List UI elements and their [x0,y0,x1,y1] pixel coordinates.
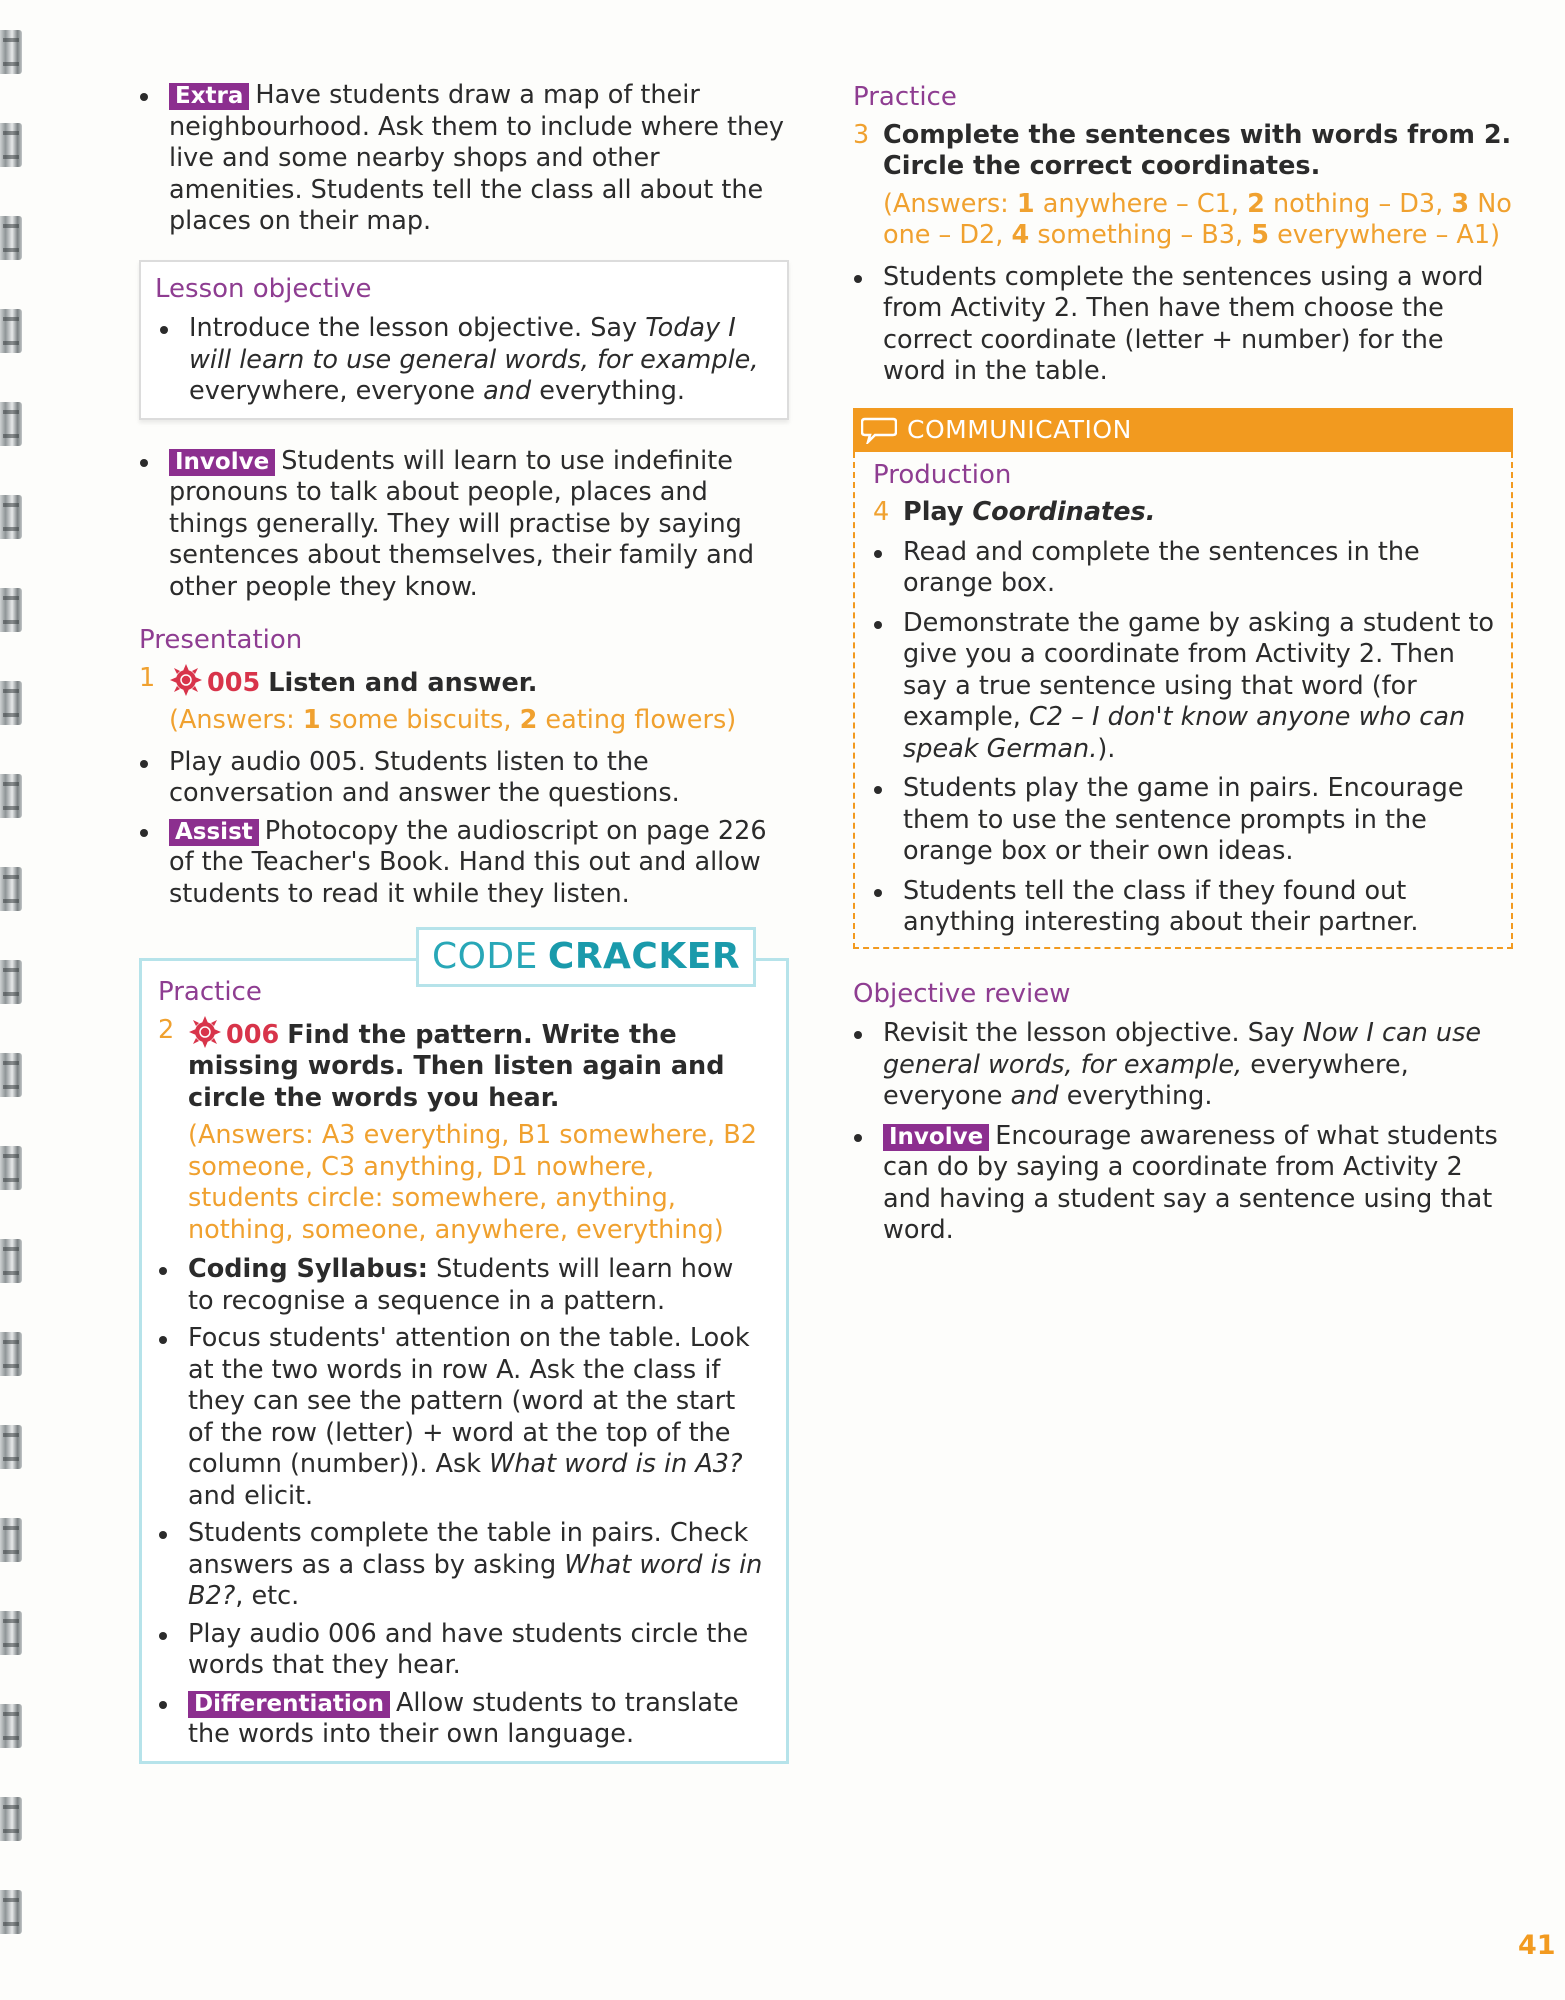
review-bullet-1 [853,1018,1513,1113]
comm-bullet-3-text: Students play the game in pairs. Encourage them to use the sentence prompts in the orange box or their own ideas. [903,773,1464,866]
audio-icon [188,1015,222,1049]
presentation-bullet-1 [139,747,789,810]
spiral-binding [0,0,26,2000]
binding-ring [0,30,22,74]
task-2-number: 2 [158,1014,175,1045]
answer-text: anywhere – C1, [1034,188,1248,219]
binding-ring [0,1797,22,1841]
binding-ring [0,309,22,353]
answer-1-number: 1 [302,705,321,735]
task-3-answers [853,189,1513,252]
binding-ring [0,1704,22,1748]
binding-ring [0,402,22,446]
answers-open: (Answers: [169,705,303,735]
answer-text: something – B3, [1029,220,1252,250]
involve-tag: Involve [169,449,275,476]
lesson-objective-bullet [159,313,773,408]
task-4 [873,497,1497,529]
review-bullet-1-and: and [1010,1081,1059,1111]
right-column [853,82,1513,1247]
communication-title: COMMUNICATION [907,414,1132,444]
code-bullet-4-text: Play audio 006 and have students circle the words that they hear. [188,1618,749,1680]
banner-cracker: CRACKER [547,936,741,978]
extra-bullet [139,80,789,238]
task-4-text: Play [903,497,973,527]
task-2 [158,1015,764,1115]
extra-tag: Extra [169,83,249,110]
task-4-number: 4 [873,497,890,527]
page-number: 41 [1518,1930,1556,1961]
code-bullet-3-end: , etc. [235,1581,300,1611]
binding-ring [0,1890,22,1934]
task-1-text: Listen and answer. [268,667,538,698]
comm-bullet-1 [873,537,1497,600]
comm-bullet-2-italic: C2 – I don't know anyone who can speak German. [903,702,1466,764]
comm-bullet-2-text: Demonstrate the game by asking a student to give you a coordinate from Activity 2. Then say a true sentence using that word (for example, [903,607,1495,732]
binding-ring [0,1611,22,1655]
answer-text: nothing – D3, [1264,188,1452,219]
task-2-text: Find the pattern. Write the missing words. Then listen again and circle the words you hear. [188,1019,725,1113]
binding-ring [0,1425,22,1469]
involve-bullet [139,446,789,604]
extra-text: Have students draw a map of their neighbourhood. Ask them to include where they live and some nearby shops and other amenities. Students tell the class all about the places on their map. [169,80,784,236]
lesson-objective-and: and [483,376,532,406]
binding-ring [0,1239,22,1283]
audio-number: 005 [207,667,261,698]
answer-text: everywhere – A1) [1269,220,1501,250]
code-bullet-1-text: Students will learn how to recognise a sequence in a pattern. [188,1254,734,1316]
coding-syllabus-label: Coding Syllabus: [188,1254,428,1284]
binding-ring [0,1053,22,1097]
answer-1: some biscuits, [320,705,520,735]
comm-bullet-2 [873,608,1497,766]
review-bullet-1-end: everything. [1058,1081,1213,1111]
code-bullet-1 [158,1254,764,1317]
assist-text: Photocopy the audioscript on page 226 of the Teacher's Book. Hand this out and allow students to read it while they listen. [169,815,767,909]
task-4-italic: Coordinates. [972,497,1156,527]
task-3-text: Complete the sentences with words from 2. Circle the correct coordinates. [883,119,1512,181]
assist-tag: Assist [169,819,259,846]
communication-header [853,408,1513,452]
comm-bullet-4-text: Students tell the class if they found out anything interesting about their partner. [903,875,1419,937]
presentation-heading: Presentation [139,625,303,655]
audio-number: 006 [226,1019,280,1050]
task-1 [139,663,789,700]
lesson-objective-italic: Today I will learn to use general words, for example, [189,313,759,375]
task-1-answers [139,705,789,737]
review-bullet-1-words: everywhere, everyone [883,1049,1409,1111]
lesson-objective-text: Introduce the lesson objective. Say [189,313,646,343]
banner-code: CODE [431,936,538,978]
lesson-objective-heading: Lesson objective [155,273,372,304]
assist-bullet [139,816,789,911]
differentiation-text: Allow students to translate the words into their own language. [188,1687,739,1749]
practice-heading: Practice [158,977,262,1007]
comm-bullet-2-end: ). [1097,733,1116,764]
task-1-number: 1 [139,662,156,693]
answer-number: 3 [1451,188,1470,219]
code-cracker-banner [416,927,756,987]
differentiation-tag: Differentiation [188,1691,390,1718]
binding-ring [0,774,22,818]
binding-ring [0,867,22,911]
answer-2-number: 2 [519,705,538,735]
binding-ring [0,1332,22,1376]
answer-number: 5 [1251,220,1269,250]
binding-ring [0,588,22,632]
speech-bubble-icon [861,416,897,444]
involve-tag: Involve [883,1124,989,1151]
answer-text: No one – D2, [883,188,1512,250]
presentation-bullet-1-text: Play audio 005. Students listen to the conversation and answer the questions. [169,746,680,808]
code-bullet-2-text: Focus students' attention on the table. Look at the two words in row A. Ask the class if they can see the pattern (word at the start of the row (letter) + word at the top of the column (number)). Ask [188,1323,750,1479]
lesson-objective-box [139,260,789,420]
code-bullet-3 [158,1518,764,1613]
binding-ring [0,1518,22,1562]
review-involve-bullet [853,1121,1513,1247]
task-3 [853,120,1513,183]
review-involve-text: Encourage awareness of what students can do by saying a coordinate from Activity 2 and having a student say a sentence using that word. [883,1120,1498,1245]
practice-3-bullet-text: Students complete the sentences using a word from Activity 2. Then have them choose the correct coordinate (letter + number) for the word in the table. [883,261,1484,386]
production-heading: Production [873,459,1012,490]
review-bullet-1-italic: Now I can use general words, for example, [883,1018,1482,1080]
code-bullet-2-end: and elicit. [188,1480,314,1511]
practice-3-bullet [853,262,1513,388]
left-column [139,80,789,1764]
code-bullet-2-italic: What word is in A3? [489,1449,743,1479]
answer-2: eating flowers) [537,705,737,735]
audio-icon [169,663,203,697]
answer-number: 4 [1011,220,1030,250]
answers-open: (Answers: [883,188,1017,219]
code-bullet-3-text: Students complete the table in pairs. Check answers as a class by asking [188,1518,749,1580]
task-2-answers: (Answers: A3 everything, B1 somewhere, B2 someone, C3 anything, D1 nowhere, students circle: somewhere, anything, nothing, someone, anywhere, everything) [188,1120,757,1245]
binding-ring [0,123,22,167]
comm-bullet-3 [873,773,1497,868]
practice-3-heading: Practice [853,82,957,112]
differentiation-bullet [158,1688,764,1751]
communication-body [853,452,1513,949]
binding-ring [0,495,22,539]
comm-bullet-1-text: Read and complete the sentences in the orange box. [903,536,1420,598]
task-3-number: 3 [853,119,870,150]
code-cracker-box [139,936,789,1764]
binding-ring [0,1146,22,1190]
lesson-objective-end: everything. [531,376,686,406]
answer-number: 2 [1247,188,1265,219]
code-bullet-2 [158,1323,764,1512]
code-bullet-4 [158,1619,764,1682]
comm-bullet-4 [873,876,1497,939]
code-bullet-3-italic: What word is in B2? [188,1549,763,1611]
answer-number: 1 [1016,188,1035,219]
involve-text: Students will learn to use indefinite pronouns to talk about people, places and things generally. They will practise by saying sentences about themselves, their family and other people they know. [169,445,755,602]
binding-ring [0,216,22,260]
lesson-objective-words: everywhere, everyone [189,376,484,406]
review-bullet-1-text: Revisit the lesson objective. Say [883,1018,1303,1048]
binding-ring [0,960,22,1004]
objective-review-heading: Objective review [853,978,1071,1009]
binding-ring [0,681,22,725]
